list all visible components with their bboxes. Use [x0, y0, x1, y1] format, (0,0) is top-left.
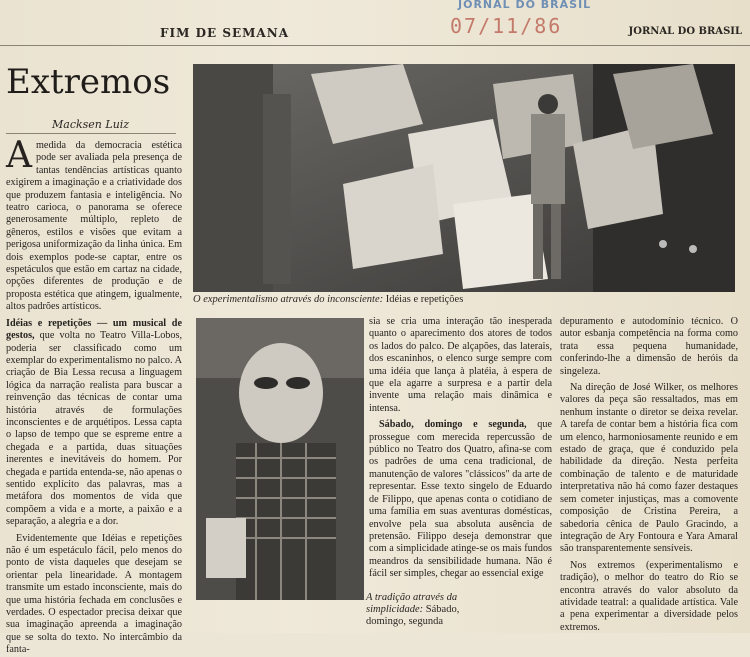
caption-bottom: [366, 592, 486, 628]
photo-sabado-domingo-segunda: [196, 318, 364, 600]
section-title: FIM DE SEMANA: [160, 26, 290, 40]
subhead-ideias: Idéias e repetições — um musical de gestos,: [6, 317, 182, 342]
column-1: [6, 135, 182, 656]
caption-top-plain: Idéias e repetições: [383, 294, 464, 305]
paragraph-fantasia: sia se cria uma interação tão inesperada quanto o aparecimento dos atores de todos os lados do palco. De alçapões, das laterais, dos escaninhos, o elenco surge sempre com uma idéia que lança à platéia, à espera de que ela agarre a surpresa e a partir dela invente uma relação mais dinâmica e intensa.: [369, 316, 552, 414]
caption-bottom-plain: Sábado, domingo, segunda: [366, 604, 460, 627]
caption-top-italic: O experimentalismo através do inconsciente:: [193, 294, 384, 305]
caption-bottom-italic: A tradição através da simplicidade:: [366, 592, 458, 615]
byline: Macksen Luiz: [52, 118, 130, 131]
column-2: [369, 316, 552, 588]
stamp-newspaper: JORNAL DO BRASIL: [458, 0, 592, 11]
intro-paragraph: medida da democracia estética pode ser avaliada pela presença de tantas tendências artísticas quanto exigirem a imaginação e a criatividade dos que produzem fantasia e inteligência. No teatro carioca, o panorama se oferece generosamente múltiplo, repleto de gêneros, estilos e visões que evitam a perigosa uniformização da linha única. Em dois exemplos pode-se captar, entre os espetáculos que estão em cartaz na cidade, opções diferentes de produção e de proposta estética que atingem, igualmente, altos padrões artísticos.: [6, 140, 182, 313]
paragraph-depuramento: depuramento e autodomínio técnico. O autor esbanja competência na forma como trata essa pequena humanidade, conferindo-lhe a dimensão de heróis da singeleza.: [560, 316, 738, 377]
paragraph-direcao: Na direção de José Wilker, os melhores valores da peça são ressaltados, mas em nenhum instante o diretor se deixa revelar. A tarefa de contar bem a história fica com um elenco, harmoniosamente reunido e em estado de graça, que é conduzido pela habilidade da direção. Nesta perfeita combinação de talento e de maturidade interpretativa não há como fazer destaques sem cometer injustiças, mas a comovente composição de Cristina Pereira, a sabedoria cênica de Paulo Gracindo, a integração de Ary Fontoura e Yara Amaral são transparentemente sensíveis.: [560, 382, 738, 555]
headline: Extremos: [6, 62, 171, 102]
newspaper-name: JORNAL DO BRASIL: [628, 26, 742, 37]
paragraph-evidentemente: Evidentemente que Idéias e repetições não é um espetáculo fácil, pelo menos do ponto de vista daqueles que desejam se orientar pela linearidade. A montagem transmite um estado inconsciente, mais do que uma história fechada em conclusões e verdades. O espectador precisa deixar que sua imaginação apreenda a imaginação que se solta do texto. No intercâmbio da fanta-: [6, 532, 182, 656]
drop-cap: A: [6, 135, 32, 176]
header-rule: [0, 45, 750, 46]
stamp-date: 07/11/86: [450, 14, 563, 38]
paragraph-sabado: que prossegue com merecida repercussão de público no Teatro dos Quatro, afina-se com os padrões de uma cena tradicional, de manutenção de valores "clássicos" da arte de representar. Esse texto singelo de Eduardo de Filippo, que apenas conta o cotidiano de uma família em suas aventuras domésticas, envolve pela sua absoluta ausência de pretensão. Filippo deseja demonstrar que com a simplicidade atinge-se os mais fundos meandros da sensibilidade humana. Não é fácil ser simples, chegar ao essencial exige: [369, 419, 552, 580]
page-header: [0, 26, 750, 40]
stage-photo-image: [193, 64, 735, 292]
column-3: [560, 316, 738, 633]
paragraph-conclusao: Nos extremos (experimentalismo e tradição), o melhor do teatro do Rio se encontra através do valor absoluto da atividade teatral: a qualidade artística. Vale a pena experimentar a diversidade pelos extremos.: [560, 559, 738, 633]
caption-top: [193, 294, 735, 306]
photo-ideias-e-repeticoes: [193, 64, 735, 292]
paragraph-ideias: que volta no Teatro Villa-Lobos, poderia ser classificado como um exemplar do experimentalismo no palco. A criação de Bia Lessa recusa a linguagem lógica da narração realista para buscar a reinvenção das técnicas de contar uma história através de formulações inconscientes e de arquétipos. Lessa capta o lapso de tempo que se espreme entre a chegada e a partida, duas situações inerentes e inevitáveis do homem. Por chegada e partida entenda-se, não apenas o sentido explícito das palavras, mas a metáfora dos momentos de vida que compõem a vida e a morte, a paixão e a separação, a alegria e a dor.: [6, 330, 182, 528]
byline-rule: [6, 133, 176, 134]
subhead-sabado: Sábado, domingo e segunda,: [379, 419, 527, 431]
portrait-photo-image: [196, 318, 364, 600]
